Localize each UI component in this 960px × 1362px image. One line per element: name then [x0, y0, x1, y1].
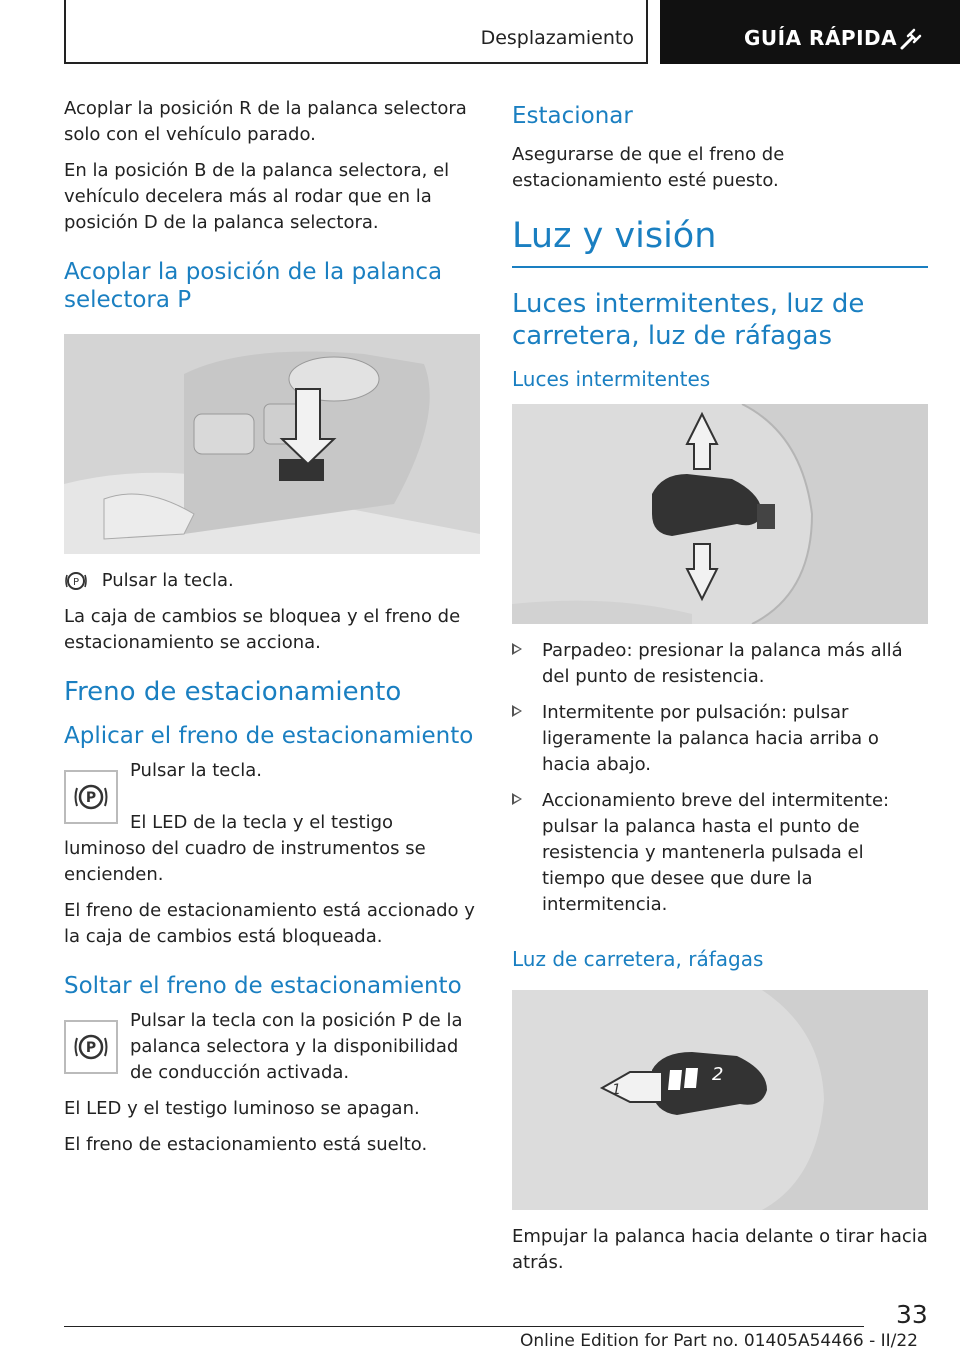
heading-turn-high-beam: Luces intermitentes, luz de carretera, luz de ráfagas	[512, 289, 865, 351]
lever-label-2: 2	[712, 1064, 724, 1085]
press-key-text: Pulsar la tecla.	[101, 570, 234, 591]
parking-brake-icon	[64, 569, 88, 593]
edition-note: Online Edition for Part no. 01405A54466 - II/22	[519, 1331, 918, 1351]
apply-press-text: Pulsar la tecla.	[130, 760, 263, 781]
parking-brake-button-icon-2	[64, 1020, 118, 1074]
heading-turn-signals: Luces intermitentes	[512, 367, 711, 391]
right-column	[512, 96, 928, 1286]
heading-apply-brake: Aplicar el freno de estacionamiento	[64, 723, 474, 749]
list-item: Accionamiento breve del intermitente: pulsar la palanca hasta el punto de resistencia y mantenerla pulsada el tiempo que desee que dure la intermitencia.	[512, 788, 928, 918]
heading-parking: Estacionar	[512, 103, 633, 129]
heading-rule	[512, 266, 928, 268]
svg-text:P: P	[72, 577, 80, 588]
heading-light-vision: Luz y visión	[512, 216, 717, 256]
press-key-line	[64, 568, 480, 594]
lever-label-1: 1	[612, 1082, 621, 1098]
paragraph-reverse: Acoplar la posición R de la palanca selectora solo con el vehículo parado.	[64, 98, 467, 145]
list-item: Parpadeo: presionar la palanca más allá del punto de resistencia.	[512, 638, 928, 690]
heading-park-position: Acoplar la posición de la palanca selectora P	[64, 259, 443, 313]
release-brake-block	[64, 1008, 480, 1086]
apply-led-text: El LED de la tecla y el testigo luminoso del cuadro de instrumentos se encienden.	[64, 812, 426, 885]
left-column	[64, 96, 480, 1168]
release-led-text: El LED y el testigo luminoso se apagan.	[64, 1098, 420, 1119]
bullet-triangle-icon	[512, 793, 522, 805]
apply-result-text: El freno de estacionamiento está accionado y la caja de cambios está bloqueada.	[64, 900, 475, 947]
wrench-icon	[898, 26, 924, 52]
bullet-triangle-icon	[512, 705, 522, 717]
image-turn-signal-lever	[512, 404, 928, 624]
page-number: 33	[896, 1300, 928, 1329]
svg-text:P: P	[85, 790, 97, 806]
list-item: Intermitente por pulsación: pulsar ligeramente la palanca hacia arriba o hacia abajo.	[512, 700, 928, 778]
release-press-text: Pulsar la tecla con la posición P de la palanca selectora y la disponibilidad de conducción activada.	[130, 1010, 463, 1083]
header-chapter-title: GUÍA RÁPIDA	[744, 26, 898, 50]
heading-release-brake: Soltar el freno de estacionamiento	[64, 973, 462, 999]
release-result-text: El freno de estacionamiento está suelto.	[64, 1134, 428, 1155]
parking-text: Asegurarse de que el freno de estacionamiento esté puesto.	[512, 144, 785, 191]
image-park-button	[64, 334, 480, 554]
footer-rule	[64, 1326, 864, 1327]
header-section-title: Desplazamiento	[480, 27, 634, 49]
image-high-beam-lever	[512, 990, 928, 1210]
header-section-tab	[64, 0, 648, 64]
turn-signal-list	[512, 638, 928, 918]
apply-brake-block	[64, 758, 480, 810]
svg-text:P: P	[85, 1040, 97, 1056]
gearbox-locked-text: La caja de cambios se bloquea y el freno de estacionamiento se acciona.	[64, 606, 461, 653]
paragraph-b-position: En la posición B de la palanca selectora, el vehículo decelera más al rodar que en la posición D de la palanca selectora.	[64, 160, 450, 233]
bullet-triangle-icon	[512, 643, 522, 655]
header-chapter-tab	[660, 0, 960, 64]
heading-high-beam: Luz de carretera, ráfagas	[512, 947, 764, 971]
high-beam-text: Empujar la palanca hacia delante o tirar hacia atrás.	[512, 1226, 928, 1273]
heading-parking-brake: Freno de estacionamiento	[64, 677, 402, 707]
parking-brake-button-icon	[64, 770, 118, 824]
